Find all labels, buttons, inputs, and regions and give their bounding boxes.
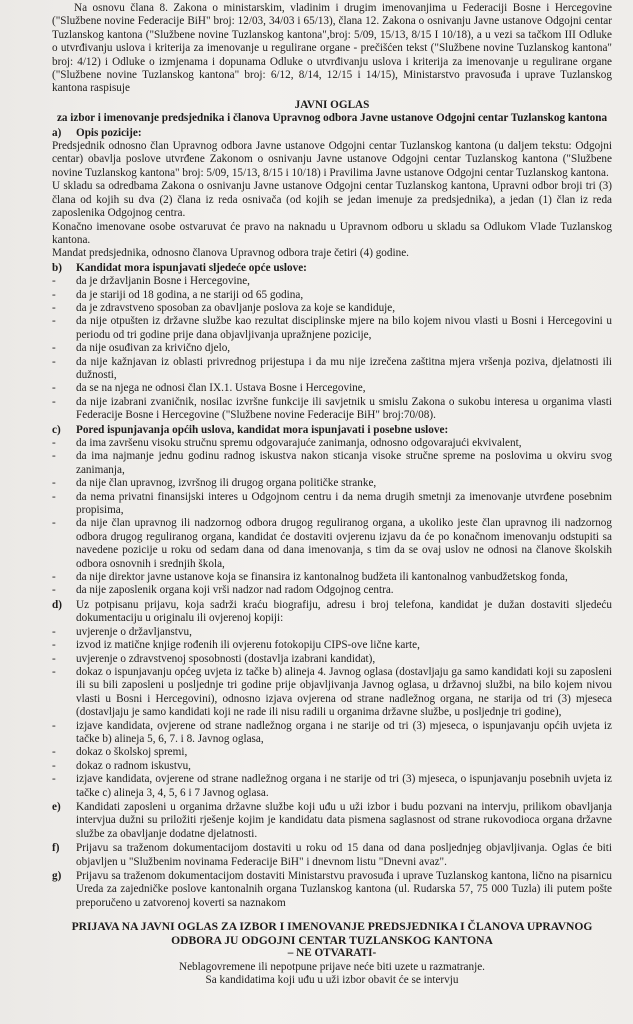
section-a-paragraph-2: U skladu sa odredbama Zakona o osnivanju Javne ustanove Odgojni centar Tuzlanskog kantona, Upravni odbor broji tri (3) člana od kojih su dva (2) člana iz reda osnivača (od kojih se jedan imenuje za predsjednika), a jedan (1) član iz reda zaposlenika Odgojnog centra.	[52, 180, 612, 220]
list-item: - da se na njega ne odnosi član IX.1. Ustava Bosne i Hercegovine,	[52, 382, 366, 395]
closing-line-1: Neblagovremene ili nepotpune prijave neće biti uzete u razmatranje.	[179, 960, 485, 973]
list-item: - da nije otpušten iz državne službe kao rezultat disciplinske mjere na bilo kojem nivou vlasti u Bosni i Hercegovini u periodu od tri godine prije dana objavljivanja upražnjene pozicije,	[52, 315, 612, 341]
section-f-letter: f)	[52, 842, 60, 855]
list-item: - uvjerenje o državljanstvu,	[52, 625, 192, 638]
notice-subtitle: za izbor i imenovanje predsjednika i članova Upravnog odbora Javne ustanove Odgojni centar Tuzlanskog kantona	[56, 112, 608, 125]
section-a	[52, 127, 612, 140]
section-a-paragraph-4: Mandat predsjednika, odnosno članova Upravnog odbora traje četiri (4) godine.	[52, 247, 409, 260]
section-b	[52, 262, 612, 275]
list-item: - izjave kandidata, ovjerene od strane nadležnog organa i ne starije od tri (3) mjeseca, o ispunjavanju općih uvjeta iz tačke b) alineja 5, 6, 7. i 8. Javnog oglasa,	[52, 719, 612, 745]
section-e-text: Kandidati zaposleni u organima državne službe koji uđu u uži izbor i budu pozvani na intervju, prilikom obavljanja intervjua dužni su priložiti rješenje kojim je kandidatu data pismena saglasnost od strane rukovodioca organa državne službe za obavljanje dodatne djelatnosti.	[76, 800, 612, 840]
section-b-heading: Kandidat mora ispunjavati sljedeće opće uslove:	[76, 261, 307, 274]
section-f	[52, 842, 612, 869]
list-item: - da nije član upravnog, izvršnog ili drugog organa političke stranke,	[52, 477, 377, 490]
legal-basis-paragraph: Na osnovu člana 8. Zakona o ministarskim, vladinim i drugim imenovanjima u Federaciji Bosne i Hercegovine ("Službene novine Federacije BiH" broj: 12/03, 34/03 i 65/13), člana 12. Zakona o osnivanju Javne ustanove Odgojni centar Tuzlanskog kantona ("Službene novine Tuzlanskog kantona",broj: 5/09, 15/13, 8/15 I 10/18), a u vezi sa tačkom III Odluke o utvrđivanju uslova i kriterija za imenovanje u regulirane organe - prečišćen tekst ("Službene novine Tuzlanskog kantona" broj: 4/12) i Odluke o izmjenama i dopunama Odluke o utvrđivanju uslova i kriterija za imenovanje u regulirane organe ("Službene novine Tuzlanskog kantona" broj: 6/12, 8/14, 12/15 i 14/15), Ministarstvo pravosuđa i uprave Tuzlanskog kantona raspisuje	[52, 2, 612, 95]
section-g-text: Prijavu sa traženom dokumentacijom dostaviti Ministarstvu pravosuđa i uprave Tuzlanskog kantona, lično na pisarnicu Ureda za zajedničke poslove kantonalnih organa Tuzlanskog kantona (ul. Rudarska 57, 75 000 Tuzla) ili putem pošte preporučeno u zatvorenoj koverti sa naznakom	[76, 870, 612, 909]
section-a-paragraph-1: Predsjednik odnosno član Upravnog odbora Javne ustanove Odgojni centar Tuzlanskog kantona (u daljem tekstu: Odgojni centar) obavlja poslove utvrđene Zakonom o osnivanju Javne ustanove Odgojni centar Tuzlanskog kantona ("Službene novine Tuzlanskog kantona" broj: 5/09, 15/13, 8/15 i 10/18) i Pravilima Javne ustanove Odgojni centar Tuzlanskog kantona.	[52, 140, 612, 179]
section-d-letter: d)	[52, 598, 62, 611]
list-item: - dokaz o radnom iskustvu,	[52, 759, 191, 772]
section-b-letter: b)	[52, 261, 62, 274]
envelope-label: PRIJAVA NA JAVNI OGLAS ZA IZBOR I IMENOVANJE PREDSJEDNIKA I ČLANOVA UPRAVNOG ODBORA JU ODGOJNI CENTAR TUZLANSKOG KANTONA	[71, 920, 593, 947]
section-e	[52, 801, 612, 841]
section-f-text: Prijavu sa traženom dokumentacijom dostaviti u roku od 15 dana od dana posljednjeg objavljivanja. Oglas će biti objavljen u "Službenim novinama Federacije BiH" i dnevnom listu "Dnevni avaz".	[76, 842, 612, 868]
list-item: - da nije član upravnog ili nadzornog odbora drugog reguliranog organa, a ukoliko jeste član upravnog ili nadzornog odbora drugog reguliranog organa, kandidat će dostaviti ovjerenu izjavu da će po konačnom imenovanju odstupiti sa navedene pozicije u roku od sedam dana od dana imenovanja, s tim da se ovaj uslov ne odnosi na članove školskih odbora osnovnih i srednjih škola,	[52, 517, 612, 570]
list-item: - uvjerenje o zdravstvenoj sposobnosti (dostavlja izabrani kandidat),	[52, 652, 376, 665]
list-item: - da nije zaposlenik organa koji vrši nadzor nad radom Odgojnog centra.	[52, 584, 394, 597]
list-item: - izvod iz matične knjige rođenih ili ovjerenu fotokopiju CIPS-ove lične karte,	[52, 639, 420, 652]
list-item: - dokaz o ispunjavanju općeg uvjeta iz tačke b) alineja 4. Javnog oglasa (dostavljaju ga samo kandidati koji su zaposleni ili su bili zaposleni u posljednje tri godine prije objavljivanja Javnog oglasa, u državnoj službi, na bilo kojem nivou vlasti u Bosni i Hercegovini), odnosno izjava ovjerena od strane nadležnog organa, ne starija od tri (3) mjeseca (dostavljaju je samo kandidati koji ne rade ili nisu radili u organima državne službe, u posljednje tri godine),	[52, 665, 612, 719]
list-item: - da nije direktor javne ustanove koja se finansira iz kantonalnog budžeta ili kantonalnog vanbudžetskog fonda,	[52, 571, 568, 584]
closing-line-2: Sa kandidatima koji uđu u uži izbor obavit će se intervju	[205, 974, 459, 987]
section-a-heading: Opis pozicije:	[76, 126, 142, 139]
list-item: - da nije osuđivan za krivično djelo,	[52, 342, 231, 355]
section-c-heading: Pored ispunjavanja općih uslova, kandidat mora ispunjavati i posebne uslove:	[76, 423, 449, 436]
list-item: - dokaz o školskoj spremi,	[52, 746, 188, 759]
section-d	[52, 599, 612, 626]
list-item: - da nije kažnjavan iz oblasti privrednog prijestupa i da mu nije izrečena zaštitna mjera vršenja poziva, djelatnosti ili dužnosti,	[52, 355, 612, 381]
public-notice	[52, 2, 612, 988]
notice-title: JAVNI OGLAS	[294, 98, 370, 111]
section-g-letter: g)	[52, 870, 62, 882]
list-item: - da je stariji od 18 godina, a ne stariji od 65 godina,	[52, 288, 304, 301]
section-a-paragraph-3: Konačno imenovane osobe ostvaruvat će pravo na naknadu u Upravnom odboru u skladu sa Odlukom Vlade Tuzlanskog kantona.	[52, 220, 612, 246]
list-item: - da nije izabrani zvaničnik, nosilac izvršne funkcije ili savjetnik u smislu Zakona o sukobu interesa u organima vlasti Federacije Bosne i Hercegovine ("Službene novine Federacije BiH" broj:70/08).	[52, 395, 612, 422]
list-item: - izjave kandidata, ovjerene od strane nadležnog organa i ne starije od tri (3) mjeseca, o ispunjavanju posebnih uvjeta iz tačke c) alineja 3, 4, 5, 6 i 7 Javnog oglasa.	[52, 773, 612, 799]
list-item: - da ima završenu visoku stručnu spremu odgovarajuće zanimanja, odnosno odgovarajući ekvivalent,	[52, 437, 522, 449]
list-item: - da je državljanin Bosne i Hercegovine,	[52, 275, 250, 288]
list-item: - da nema privatni finansijski interes u Odgojnom centru i da nema drugih smetnji za imenovanje utvrđene posebnim propisima,	[52, 490, 612, 517]
section-c	[52, 424, 612, 437]
do-not-open-label: – NE OTVARATI-	[287, 947, 377, 960]
list-item: - da ima najmanje jednu godinu radnog iskustva nakon sticanja visoke stručne spreme na poslovima u okviru svog zanimanja,	[52, 450, 612, 476]
section-g	[52, 870, 612, 910]
section-d-intro: Uz potpisanu prijavu, koja sadrži kraću biografiju, adresu i broj telefona, kandidat je dužan dostaviti sljedeću dokumentaciju u originalu ili ovjerenoj kopiji:	[76, 598, 612, 625]
section-c-letter: c)	[52, 423, 61, 436]
list-item: - da je zdravstveno sposoban za obavljanje poslova za koje se kandiduje,	[52, 301, 396, 314]
section-a-letter: a)	[52, 126, 62, 139]
section-e-letter: e)	[52, 800, 61, 813]
